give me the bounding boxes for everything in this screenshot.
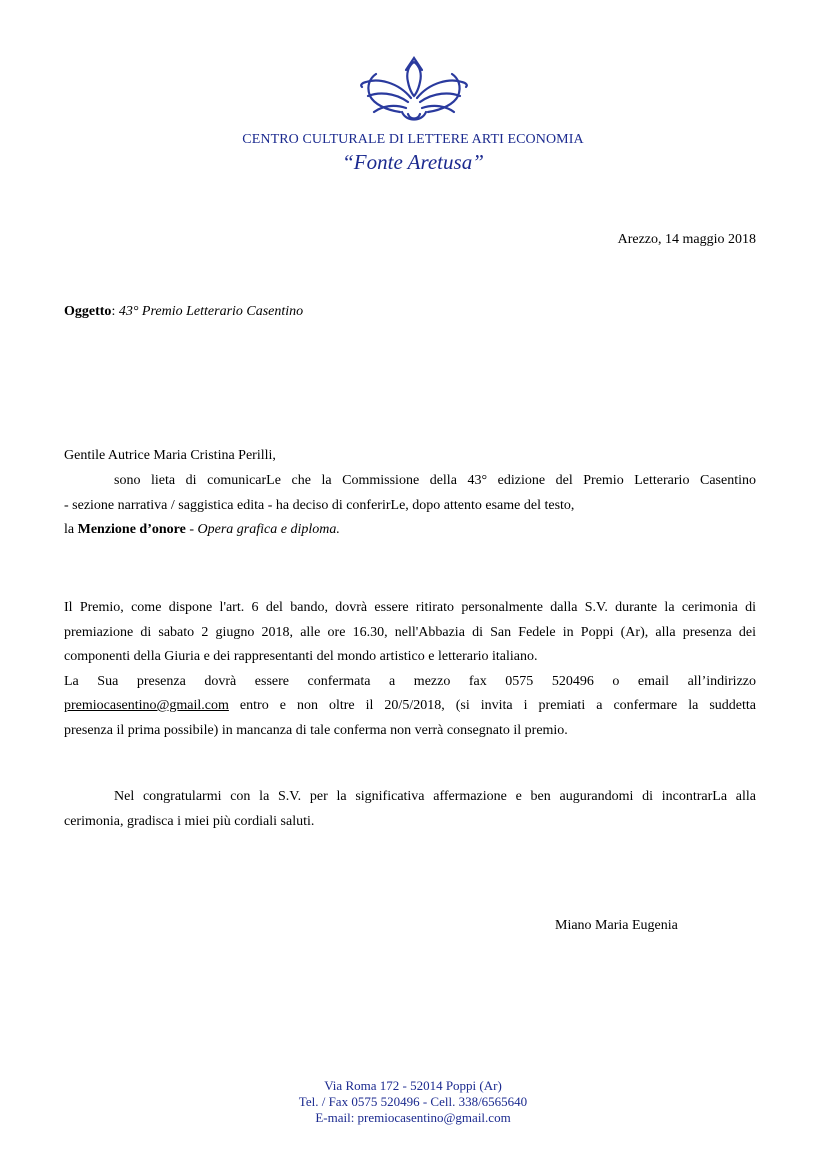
dove-emblem-icon bbox=[356, 52, 472, 126]
paragraph-line: presenza il prima possibile) in mancanza di tale conferma non verrà consegnato il premio. bbox=[64, 722, 568, 738]
signature: Miano Maria Eugenia bbox=[555, 918, 678, 933]
email-link[interactable]: premiocasentino@gmail.com bbox=[64, 698, 229, 713]
paragraph-line: cerimonia, gradisca i miei più cordiali saluti. bbox=[64, 813, 315, 829]
subject-label: Oggetto bbox=[64, 304, 112, 319]
paragraph-line-text: sono lieta di comunicarLe che la Commissione della 43° edizione del Premio Letterario Casentino bbox=[114, 473, 756, 488]
award-separator: - bbox=[185, 522, 198, 537]
paragraph-line: La Sua presenza dovrà essere confermata a mezzo fax 0575 520496 o email all’indirizzo bbox=[64, 673, 756, 689]
letter-subject bbox=[64, 304, 303, 320]
footer-email: E-mail: premiocasentino@gmail.com bbox=[315, 1110, 511, 1125]
paragraph-line: Il Premio, come dispone l'art. 6 del bando, dovrà essere ritirato personalmente dalla S.V. durante la cerimonia di bbox=[64, 600, 756, 615]
org-name: CENTRO CULTURALE DI LETTERE ARTI ECONOMIA bbox=[242, 132, 584, 147]
paragraph-line bbox=[64, 785, 756, 810]
letter-date: Arezzo, 14 maggio 2018 bbox=[617, 232, 756, 247]
paragraph-closing bbox=[64, 785, 756, 834]
salutation: Gentile Autrice Maria Cristina Perilli, bbox=[64, 448, 276, 463]
footer bbox=[0, 1078, 826, 1126]
paragraph-line: componenti della Giuria e dei rappresentanti del mondo artistico e letterario italiano. bbox=[64, 649, 538, 664]
footer-address: Via Roma 172 - 52014 Poppi (Ar) bbox=[324, 1078, 502, 1093]
paragraph-line bbox=[64, 694, 756, 719]
paragraph-ceremony bbox=[64, 596, 756, 743]
award-description: Opera grafica e diploma. bbox=[197, 522, 340, 537]
paragraph-line: premiazione di sabato 2 giugno 2018, alle ore 16.30, nell'Abbazia di San Fedele in Poppi (Ar), alla presenza dei bbox=[64, 624, 756, 640]
award-prefix: la bbox=[64, 522, 78, 537]
footer-phone: Tel. / Fax 0575 520496 - Cell. 338/6565640 bbox=[298, 1094, 528, 1109]
paragraph-line bbox=[64, 469, 756, 494]
paragraph-line bbox=[64, 518, 756, 543]
paragraph-line-text: Nel congratularmi con la S.V. per la significativa affermazione e ben augurandomi di incontrarLa alla bbox=[114, 789, 756, 804]
award-title: Menzione d’onore bbox=[77, 522, 186, 537]
subject-value: 43° Premio Letterario Casentino bbox=[118, 304, 304, 319]
paragraph-line: - sezione narrativa / saggistica edita - ha deciso di conferirLe, dopo attento esame del testo, bbox=[64, 497, 575, 513]
paragraph-line-text: entro e non oltre il 20/5/2018, (si invita i premiati a confermare la suddetta bbox=[228, 698, 756, 713]
org-motto: “Fonte Aretusa” bbox=[342, 150, 484, 174]
subject-separator: : bbox=[111, 304, 119, 319]
paragraph-award bbox=[64, 469, 756, 543]
